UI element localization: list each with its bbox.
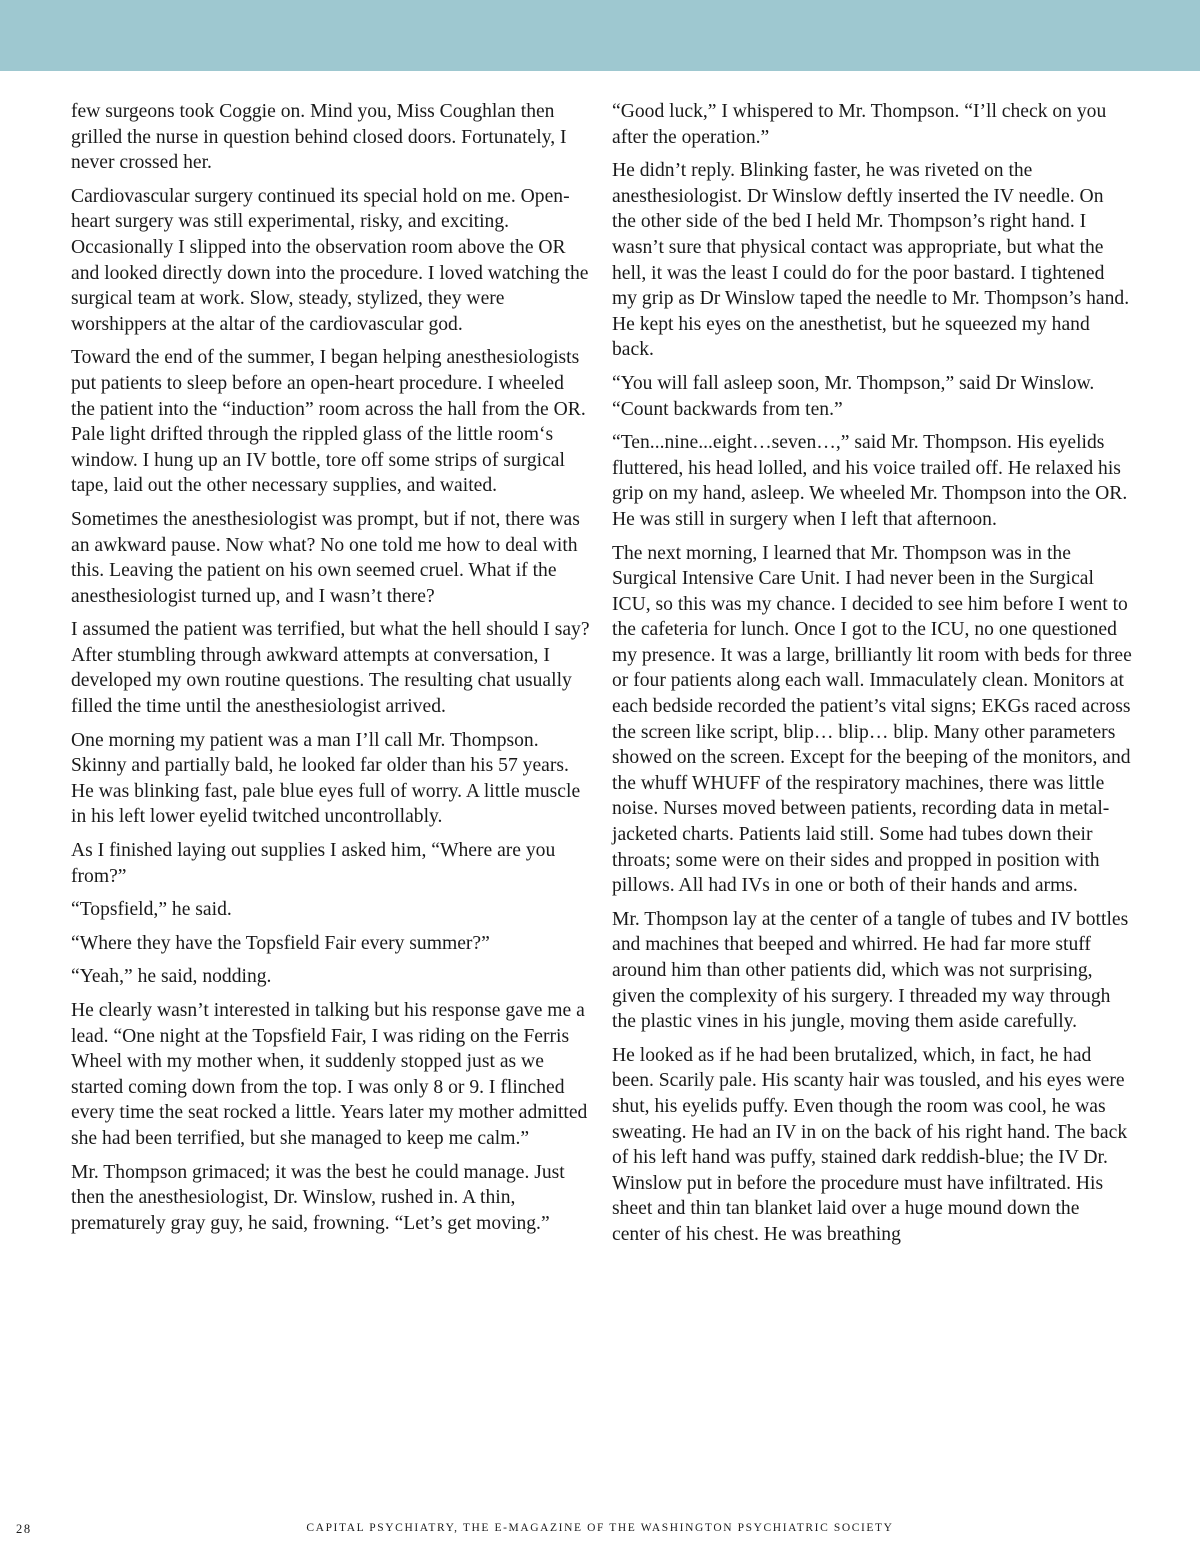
page-number: 28 xyxy=(16,1522,32,1536)
paragraph: “Good luck,” I whispered to Mr. Thompson. “I’ll check on you after the operation.” xyxy=(612,101,1107,148)
paragraph: Sometimes the anesthesiologist was prompt, but if not, there was an awkward pause. Now what? No one told me how to deal with this. Leaving the patient on his own seemed cruel. What if the anesthesiologist turned up, and I wasn’t there? xyxy=(71,508,580,607)
paragraph: As I finished laying out supplies I asked him, “Where are you from?” xyxy=(71,840,556,887)
paragraph: “You will fall asleep soon, Mr. Thompson,” said Dr Winslow. “Count backwards from ten.” xyxy=(612,372,1095,420)
paragraph: He clearly wasn’t interested in talking but his response gave me a lead. “One night at the Topsfield Fair, I was riding on the Ferris Wheel with my mother when, it suddenly stopped just as we started coming down from the top. I was only 8 or 9. I flinched every time the seat rocked a little. Years later my mother admitted she had been terrified, but she managed to keep me calm.” xyxy=(71,1000,588,1149)
paragraph: One morning my patient was a man I’ll call Mr. Thompson. Skinny and partially bald, he looked far older than his 57 years. He was blinking fast, pale blue eyes full of worry. A little muscle in his left lower eyelid twitched uncontrollably. xyxy=(71,729,581,828)
paragraph: Mr. Thompson lay at the center of a tangle of tubes and IV bottles and machines that beeped and whirred. He had far more stuff around him than other patients did, which was not surprising, given the complexity of his surgery. I threaded my way through the plastic vines in his jungle, moving them aside carefully. xyxy=(612,908,1129,1033)
paragraph: few surgeons took Coggie on. Mind you, Miss Coughlan then grilled the nurse in question behind closed doors. Fortunately, I never crossed her. xyxy=(71,101,567,174)
paragraph: “Where they have the Topsfield Fair every summer?” xyxy=(71,932,490,954)
publication-title: CAPITAL PSYCHIATRY, THE E-MAGAZINE OF THE WASHINGTON PSYCHIATRIC SOCIETY xyxy=(306,1522,894,1534)
paragraph: I assumed the patient was terrified, but what the hell should I say? After stumbling through awkward attempts at conversation, I developed my own routine questions. The resulting chat usually filled the time until the anesthesiologist arrived. xyxy=(71,619,590,718)
article-column-right xyxy=(612,99,1132,1256)
paragraph: Cardiovascular surgery continued its special hold on me. Open-heart surgery was still experimental, risky, and exciting. Occasionally I slipped into the observation room above the OR and looked directly down into the procedure. I loved watching the surgical team at work. Slow, steady, stylized, they were worshippers at the altar of the cardiovascular god. xyxy=(71,185,589,335)
paragraph: He looked as if he had been brutalized, which, in fact, he had been. Scarily pale. His scanty hair was tousled, and his eyes were shut, his eyelids puffy. Even though the room was cool, he was sweating. He had an IV in on the back of his right hand. The back of his left hand was puffy, stained dark reddish-blue; the IV Dr. Winslow put in before the procedure must have infiltrated. His sheet and thin tan blanket laid over a huge mound down the center of his chest. He was breathing xyxy=(612,1044,1128,1245)
paragraph: The next morning, I learned that Mr. Thompson was in the Surgical Intensive Care Unit. I had never been in the Surgical ICU, so this was my chance. I decided to see him before I went to the cafeteria for lunch. Once I got to the ICU, no one questioned my presence. It was a large, brilliantly lit room with beds for three or four patients along each wall. Immaculately clean. Monitors at each bedside recorded the patient’s vital signs; EKGs raced across the screen like script, blip… blip… blip. Many other parameters showed on the screen. Except for the beeping of the monitors, and the whuff WHUFF of the respiratory machines, there was little noise. Nurses moved between patients, recording data in metal-jacketed charts. Patients laid still. Some had tubes down their throats; some were on their sides and propped in position with pillows. All had IVs in one or both of their hands and arms. xyxy=(612,542,1132,897)
paragraph: Mr. Thompson grimaced; it was the best he could manage. Just then the anesthesiologist, Dr. Winslow, rushed in. A thin, prematurely gray guy, he said, frowning. “Let’s get moving.” xyxy=(71,1161,565,1234)
paragraph: Toward the end of the summer, I began helping anesthesiologists put patients to sleep before an open-heart procedure. I wheeled the patient into the “induction” room across the hall from the OR. Pale light drifted through the rippled glass of the little room‘s window. I hung up an IV bottle, tore off some strips of surgical tape, laid out the other necessary supplies, and waited. xyxy=(71,347,586,497)
paragraph: He didn’t reply. Blinking faster, he was riveted on the anesthesiologist. Dr Winslow deftly inserted the IV needle. On the other side of the bed I held Mr. Thompson’s right hand. I wasn’t sure that physical contact was appropriate, but what the hell, it was the least I could do for the poor bastard. I tightened my grip as Dr Winslow taped the needle to Mr. Thompson’s hand. He kept his eyes on the anesthetist, but he squeezed my hand back. xyxy=(612,160,1130,361)
paragraph: “Ten...nine...eight…seven…,” said Mr. Thompson. His eyelids fluttered, his head lolled, and his voice trailed off. He relaxed his grip on my hand, asleep. We wheeled Mr. Thompson into the OR. He was still in surgery when I left that afternoon. xyxy=(612,432,1128,530)
article-column-left xyxy=(71,99,591,1244)
paragraph: “Yeah,” he said, nodding. xyxy=(71,966,272,988)
page-footer xyxy=(0,1522,1200,1542)
paragraph: “Topsfield,” he said. xyxy=(71,899,232,921)
header-band xyxy=(0,0,1200,71)
